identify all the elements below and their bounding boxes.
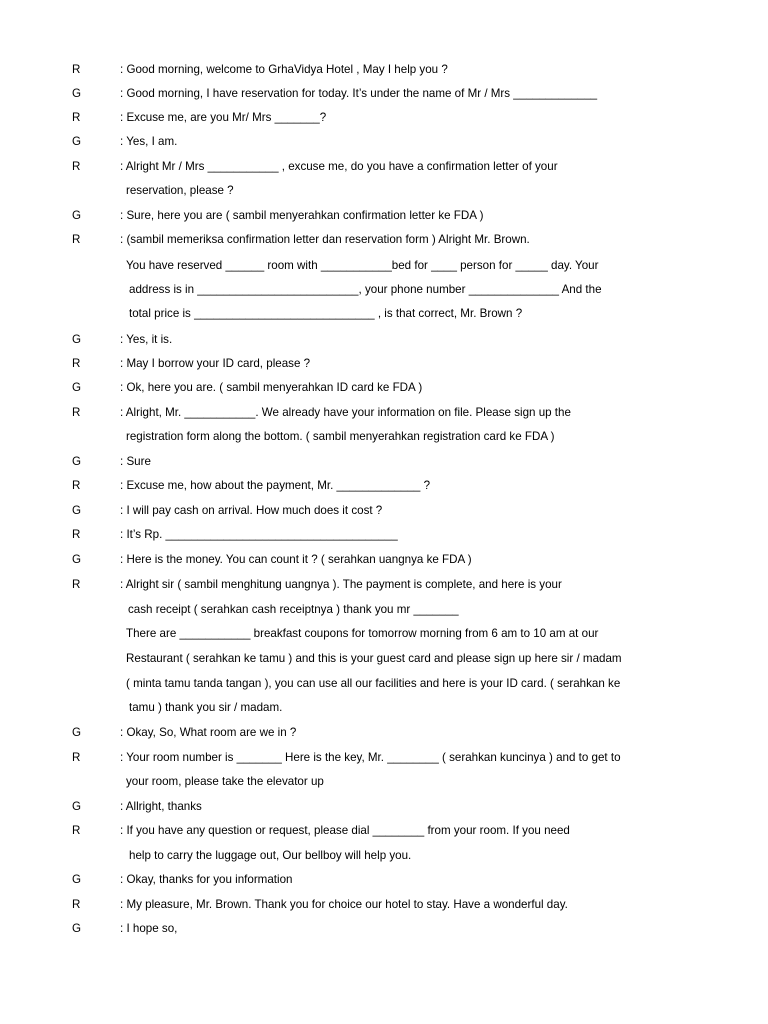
speaker-label: G: [72, 87, 82, 100]
dialogue-continuation-text: cash receipt ( serahkan cash receiptnya ) thank you mr _______: [128, 603, 459, 616]
dialogue-text: : Okay, So, What room are we in ?: [120, 726, 297, 739]
dialogue-text: : I will pay cash on arrival. How much does it cost ?: [120, 504, 383, 517]
dialogue-line: [0, 60, 768, 80]
dialogue-text: : If you have any question or request, please dial ________ from your room. If you need: [120, 824, 570, 837]
dialogue-text: : Alright sir ( sambil menghitung uangnya ). The payment is complete, and here is your: [120, 578, 562, 591]
dialogue-text: : It’s Rp. ____________________________________: [120, 528, 398, 541]
speaker-label: G: [72, 381, 82, 394]
dialogue-line: [0, 157, 768, 177]
speaker-label: R: [72, 824, 81, 837]
dialogue-line: [0, 723, 768, 743]
dialogue-line: [0, 452, 768, 472]
dialogue-line: [0, 919, 768, 939]
dialogue-text: : Good morning, I have reservation for today. It’s under the name of Mr / Mrs _____________: [120, 87, 598, 100]
dialogue-line: [0, 501, 768, 521]
dialogue-line: [0, 378, 768, 398]
dialogue-continuation-text: Restaurant ( serahkan ke tamu ) and this is your guest card and please sign up here sir / madam: [126, 652, 622, 665]
dialogue-continuation-text: help to carry the luggage out, Our bellboy will help you.: [129, 849, 412, 862]
dialogue-line: [0, 895, 768, 915]
speaker-label: G: [72, 209, 82, 222]
dialogue-line: [0, 206, 768, 226]
dialogue-line: [0, 330, 768, 350]
dialogue-line: [0, 550, 768, 570]
dialogue-text: : Sure: [120, 455, 151, 468]
dialogue-text: : I hope so,: [120, 922, 178, 935]
dialogue-text: : Ok, here you are. ( sambil menyerahkan ID card ke FDA ): [120, 381, 423, 394]
dialogue-line: [0, 525, 768, 545]
dialogue-line: [0, 772, 768, 792]
dialogue-line: [0, 132, 768, 152]
speaker-label: G: [72, 800, 82, 813]
speaker-label: G: [72, 873, 82, 886]
dialogue-line: [0, 427, 768, 447]
dialogue-line: [0, 698, 768, 718]
speaker-label: R: [72, 111, 81, 124]
dialogue-line: [0, 846, 768, 866]
dialogue-line: [0, 600, 768, 620]
speaker-label: R: [72, 479, 81, 492]
dialogue-text: : My pleasure, Mr. Brown. Thank you for choice our hotel to stay. Have a wonderful day.: [120, 898, 568, 911]
dialogue-line: [0, 870, 768, 890]
dialogue-line: [0, 280, 768, 300]
speaker-label: G: [72, 135, 82, 148]
dialogue-text: : (sambil memeriksa confirmation letter dan reservation form ) Alright Mr. Brown.: [120, 233, 530, 246]
speaker-label: G: [72, 333, 82, 346]
dialogue-continuation-text: You have reserved ______ room with ___________bed for ____ person for _____ day. Your: [126, 259, 599, 272]
speaker-label: R: [72, 233, 81, 246]
dialogue-line: [0, 181, 768, 201]
dialogue-line: [0, 84, 768, 104]
dialogue-text: : Yes, it is.: [120, 333, 173, 346]
dialogue-line: [0, 674, 768, 694]
speaker-label: R: [72, 528, 81, 541]
dialogue-line: [0, 797, 768, 817]
speaker-label: R: [72, 357, 81, 370]
speaker-label: R: [72, 751, 81, 764]
dialogue-line: [0, 821, 768, 841]
dialogue-line: [0, 304, 768, 324]
dialogue-text: : May I borrow your ID card, please ?: [120, 357, 311, 370]
speaker-label: R: [72, 406, 81, 419]
dialogue-text: : Good morning, welcome to GrhaVidya Hotel , May I help you ?: [120, 63, 448, 76]
speaker-label: R: [72, 63, 81, 76]
speaker-label: G: [72, 455, 82, 468]
dialogue-text: : Allright, thanks: [120, 800, 202, 813]
dialogue-line: [0, 354, 768, 374]
dialogue-continuation-text: your room, please take the elevator up: [126, 775, 324, 788]
dialogue-continuation-text: registration form along the bottom. ( sambil menyerahkan registration card ke FDA ): [126, 430, 555, 443]
speaker-label: G: [72, 922, 82, 935]
dialogue-line: [0, 476, 768, 496]
dialogue-continuation-text: ( minta tamu tanda tangan ), you can use all our facilities and here is your ID card. ( serahkan ke: [126, 677, 621, 690]
dialogue-text: : Alright, Mr. ___________. We already have your information on file. Please sign up the: [120, 406, 571, 419]
speaker-label: R: [72, 898, 81, 911]
speaker-label: G: [72, 726, 82, 739]
speaker-label: G: [72, 553, 82, 566]
dialogue-line: [0, 624, 768, 644]
dialogue-line: [0, 108, 768, 128]
dialogue-text: : Here is the money. You can count it ? ( serahkan uangnya ke FDA ): [120, 553, 472, 566]
dialogue-text: : Sure, here you are ( sambil menyerahkan confirmation letter ke FDA ): [120, 209, 484, 222]
dialogue-line: [0, 575, 768, 595]
dialogue-line: [0, 403, 768, 423]
dialogue-text: : Excuse me, how about the payment, Mr. _____________ ?: [120, 479, 431, 492]
dialogue-continuation-text: address is in _________________________, your phone number ______________ And the: [129, 283, 602, 296]
dialogue-continuation-text: total price is ____________________________ , is that correct, Mr. Brown ?: [129, 307, 523, 320]
dialogue-continuation-text: reservation, please ?: [126, 184, 234, 197]
dialogue-line: [0, 649, 768, 669]
dialogue-text: : Your room number is _______ Here is the key, Mr. ________ ( serahkan kuncinya ) and to get to: [120, 751, 621, 764]
speaker-label: G: [72, 504, 82, 517]
dialogue-continuation-text: tamu ) thank you sir / madam.: [129, 701, 283, 714]
dialogue-line: [0, 256, 768, 276]
dialogue-text: : Yes, I am.: [120, 135, 178, 148]
dialogue-continuation-text: There are ___________ breakfast coupons for tomorrow morning from 6 am to 10 am at our: [126, 627, 599, 640]
speaker-label: R: [72, 578, 81, 591]
dialogue-line: [0, 748, 768, 768]
dialogue-text: : Okay, thanks for you information: [120, 873, 293, 886]
dialogue-text: : Excuse me, are you Mr/ Mrs _______?: [120, 111, 327, 124]
speaker-label: R: [72, 160, 81, 173]
dialogue-line: [0, 230, 768, 250]
dialogue-text: : Alright Mr / Mrs ___________ , excuse me, do you have a confirmation letter of your: [120, 160, 558, 173]
